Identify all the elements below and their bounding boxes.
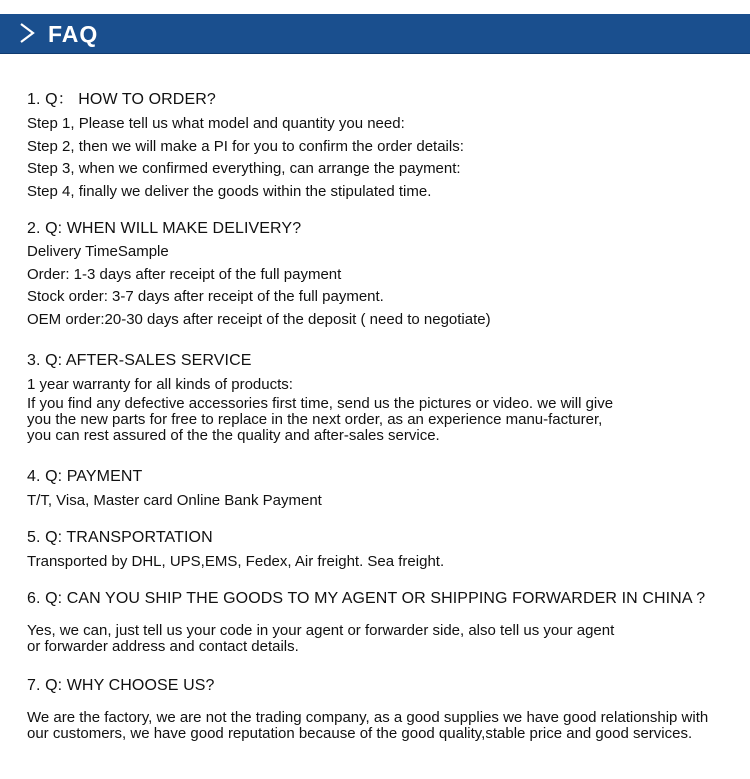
faq-item-transportation: [27, 528, 737, 573]
faq-question: 5. Q: TRANSPORTATION: [27, 529, 213, 546]
page-title: FAQ: [48, 21, 99, 47]
chevron-right-icon: [16, 22, 38, 44]
faq-item-after-sales: [27, 351, 737, 444]
faq-answer-paragraph: We are the factory, we are not the trading company, as a good supplies we have good relationship with our customers, we have good reputation because of the good quality,stable price and good services.: [27, 709, 709, 742]
faq-answer-line: OEM order:20-30 days after receipt of the deposit ( need to negotiate): [27, 310, 491, 328]
faq-answer-line: Delivery TimeSample: [27, 243, 169, 260]
faq-item-how-to-order: [27, 90, 737, 203]
faq-question: 4. Q: PAYMENT: [27, 468, 143, 485]
faq-item-why-choose-us: [27, 676, 737, 742]
faq-item-ship-to-agent: [27, 589, 737, 655]
faq-answer-line: Step 3, when we confirmed everything, can arrange the payment:: [27, 160, 461, 177]
faq-answer-paragraph: If you find any defective accessories first time, send us the pictures or video. we will give you the new parts for free to replace in the next order, as an experience manu-facturer, you can rest assured of the the quality and after-sales service.: [27, 395, 614, 444]
faq-question: 1. Q： HOW TO ORDER?: [27, 91, 216, 108]
faq-answer-line: Stock order: 3-7 days after receipt of the full payment.: [27, 288, 384, 305]
faq-question: 3. Q: AFTER-SALES SERVICE: [27, 352, 252, 369]
faq-answer-line: Step 4, finally we deliver the goods within the stipulated time.: [27, 182, 432, 200]
faq-answer-line: 1 year warranty for all kinds of products:: [27, 376, 293, 393]
faq-question: 2. Q: WHEN WILL MAKE DELIVERY?: [27, 220, 302, 237]
faq-question: 6. Q: CAN YOU SHIP THE GOODS TO MY AGENT OR SHIPPING FORWARDER IN CHINA ?: [27, 590, 706, 607]
faq-answer-line: Order: 1-3 days after receipt of the full payment: [27, 265, 342, 283]
faq-item-payment: [27, 467, 737, 512]
faq-banner: [0, 14, 750, 54]
faq-answer-line: Step 1, Please tell us what model and quantity you need:: [27, 115, 405, 132]
faq-answer-line: Step 2, then we will make a PI for you to confirm the order details:: [27, 137, 464, 155]
faq-question: 7. Q: WHY CHOOSE US?: [27, 677, 215, 694]
faq-answer-line: Transported by DHL, UPS,EMS, Fedex, Air freight. Sea freight.: [27, 553, 445, 570]
faq-answer-line: T/T, Visa, Master card Online Bank Payment: [27, 492, 322, 509]
faq-item-delivery: [27, 219, 737, 331]
faq-answer-paragraph: Yes, we can, just tell us your code in your agent or forwarder side, also tell us your agent or forwarder address and contact details.: [27, 622, 615, 655]
